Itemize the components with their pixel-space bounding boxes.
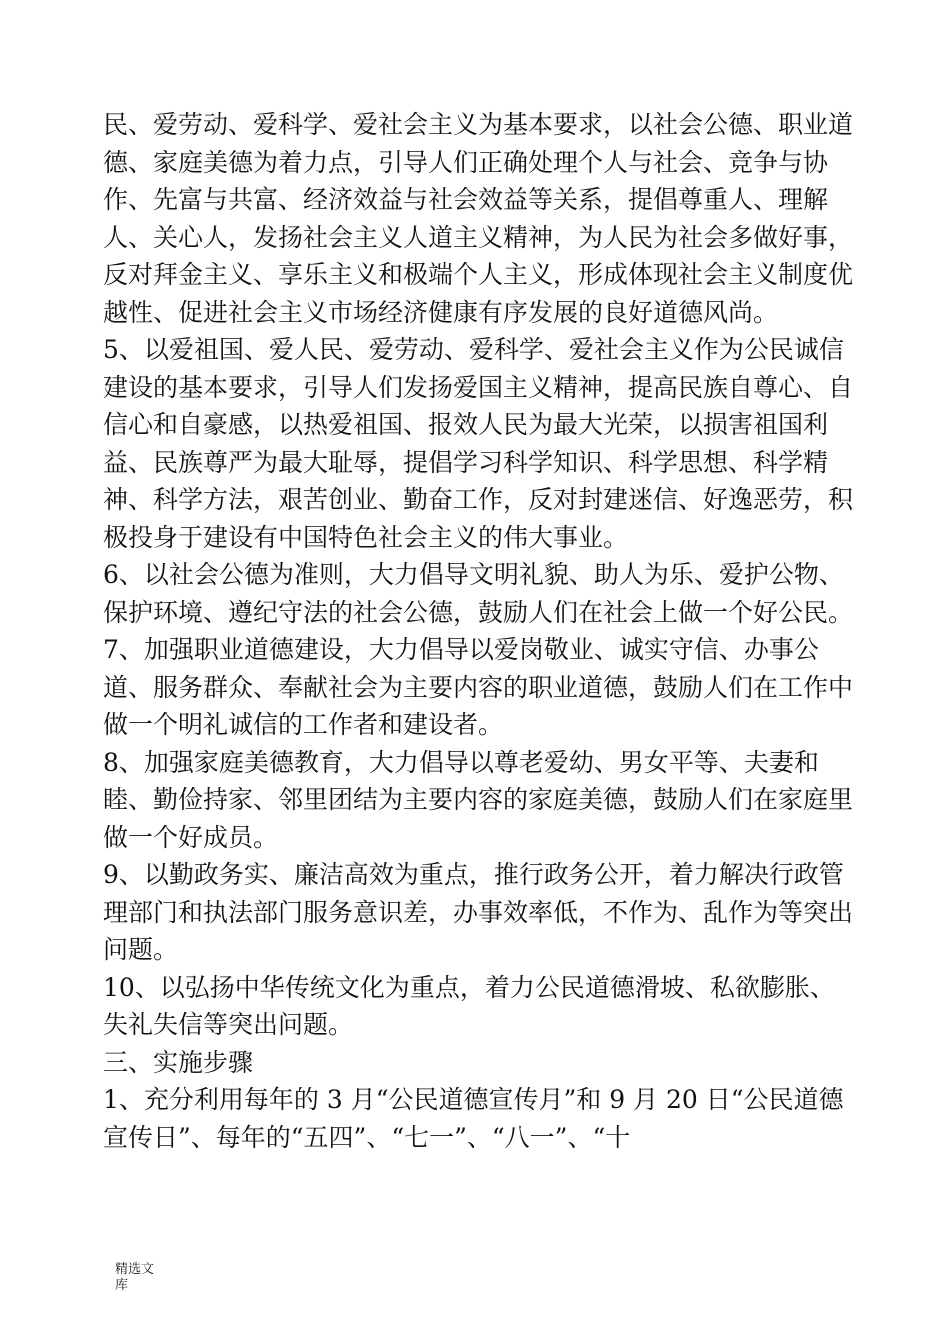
- paragraph-item-6: 6、以社会公德为准则，大力倡导文明礼貌、助人为乐、爱护公物、保护环境、遵纪守法的社会公德，鼓励人们在社会上做一个好公民。: [103, 560, 854, 627]
- paragraph-continuation: 民、爱劳动、爱科学、爱社会主义为基本要求，以社会公德、职业道德、家庭美德为着力点，引导人们正确处理个人与社会、竞争与协作、先富与共富、经济效益与社会效益等关系，提倡尊重人、理解人、关心人，发扬社会主义人道主义精神，为人民为社会多做好事，反对拜金主义、享乐主义和极端个人主义，形成体现社会主义制度优越性、促进社会主义市场经济健康有序发展的良好道德风尚。: [103, 110, 854, 327]
- paragraph-item-8: 8、加强家庭美德教育，大力倡导以尊老爱幼、男女平等、夫妻和睦、勤俭持家、邻里团结为主要内容的家庭美德，鼓励人们在家庭里做一个好成员。: [103, 747, 854, 852]
- footer-line-1: 精选文: [115, 1262, 155, 1277]
- paragraph-item-9: 9、以勤政务实、廉洁高效为重点，推行政务公开，着力解决行政管理部门和执法部门服务意识差，办事效率低，不作为、乱作为等突出问题。: [103, 860, 854, 964]
- paragraph-item-10: 10、以弘扬中华传统文化为重点，着力公民道德滑坡、私欲膨胀、失礼失信等突出问题。: [103, 972, 835, 1039]
- footer-watermark: [115, 1262, 165, 1294]
- section-heading: 三、实施步骤: [103, 1047, 254, 1077]
- paragraph-step-1: 1、充分利用每年的 3 月“公民道德宣传月”和 9 月 20 日“公民道德宣传日”、每年的“五四”、“七一”、“八一”、“十: [103, 1085, 844, 1152]
- document-body: [103, 106, 855, 1156]
- paragraph-item-7: 7、加强职业道德建设，大力倡导以爱岗敬业、诚实守信、办事公道、服务群众、奉献社会为主要内容的职业道德，鼓励人们在工作中做一个明礼诚信的工作者和建设者。: [103, 635, 854, 739]
- paragraph-item-5: 5、以爱祖国、爱人民、爱劳动、爱科学、爱社会主义作为公民诚信建设的基本要求，引导人们发扬爱国主义精神，提高民族自尊心、自信心和自豪感，以热爱祖国、报效人民为最大光荣，以损害祖国利益、民族尊严为最大耻辱，提倡学习科学知识、科学思想、科学精神、科学方法，艰苦创业、勤奋工作，反对封建迷信、好逸恶劳，积极投身于建设有中国特色社会主义的伟大事业。: [103, 335, 854, 552]
- footer-line-2: 库: [115, 1278, 129, 1293]
